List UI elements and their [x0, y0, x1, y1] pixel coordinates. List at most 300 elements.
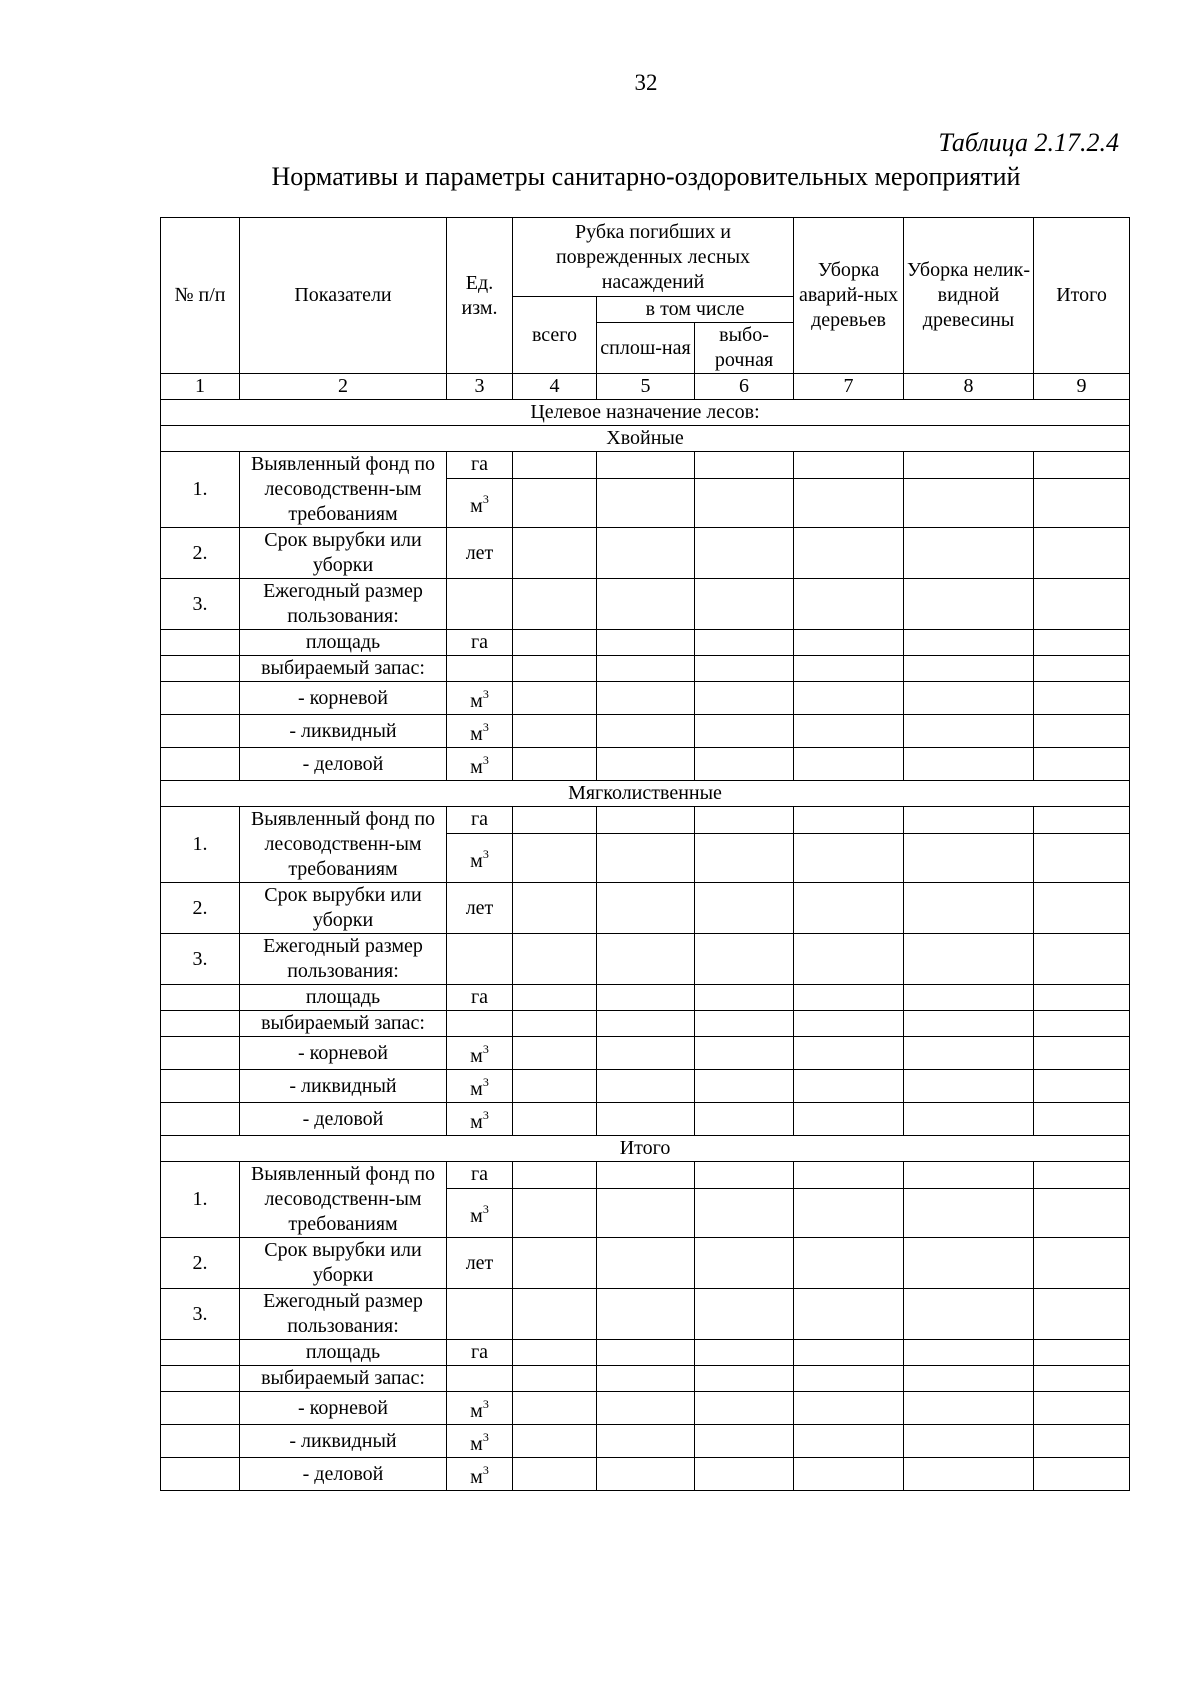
table-row: [161, 579, 1130, 630]
purpose-label: Целевое назначение лесов:: [161, 400, 1130, 426]
empty-cell: [904, 934, 1034, 985]
empty-cell: [1034, 1340, 1130, 1366]
header-num: № п/п: [161, 218, 240, 374]
unit-ha: га: [447, 807, 513, 834]
empty-cell: [904, 1103, 1034, 1136]
column-number: 7: [794, 374, 904, 400]
empty-cell: [161, 1011, 240, 1037]
empty-cell: [904, 1425, 1034, 1458]
empty-cell: [904, 1458, 1034, 1491]
empty-cell: [695, 452, 794, 479]
table-header: [161, 218, 1130, 400]
empty-cell: [597, 1011, 695, 1037]
unit-m3: [447, 1425, 513, 1458]
unit-years: лет: [447, 883, 513, 934]
table-row: [161, 715, 1130, 748]
column-numbers-row: [161, 374, 1130, 400]
empty-cell: [794, 833, 904, 882]
column-number: 4: [513, 374, 597, 400]
indicator-commercial: - деловой: [240, 1103, 447, 1136]
unit-m3-text: м 3: [470, 1111, 489, 1133]
empty-cell: [695, 934, 794, 985]
empty-cell: [794, 807, 904, 834]
unit-ha: га: [447, 630, 513, 656]
empty-cell: [695, 715, 794, 748]
header-clear: сплош-ная: [597, 323, 695, 374]
empty-cell: [794, 682, 904, 715]
empty-cell: [794, 1425, 904, 1458]
empty-cell: [513, 833, 597, 882]
empty-cell: [1034, 807, 1130, 834]
empty-cell: [1034, 1188, 1130, 1237]
empty-cell: [794, 656, 904, 682]
empty-cell: [161, 1340, 240, 1366]
table-row: [161, 1162, 1130, 1189]
empty-cell: [1034, 1011, 1130, 1037]
empty-cell: [695, 883, 794, 934]
table-row: [161, 883, 1130, 934]
table-row: [161, 934, 1130, 985]
empty-cell: [695, 1070, 794, 1103]
unit-m3-text: м 3: [470, 850, 489, 872]
empty-cell: [794, 630, 904, 656]
empty-cell: [904, 1366, 1034, 1392]
section-header-row: [161, 781, 1130, 807]
empty-cell: [1034, 1392, 1130, 1425]
table-row: [161, 748, 1130, 781]
section-name: Итого: [161, 1136, 1130, 1162]
empty-cell: [513, 528, 597, 579]
unit-m3: [447, 478, 513, 527]
table-row: [161, 1366, 1130, 1392]
empty-cell: [695, 833, 794, 882]
unit-m3: [447, 748, 513, 781]
empty-cell: [1034, 1458, 1130, 1491]
empty-cell: [597, 478, 695, 527]
empty-cell: [794, 579, 904, 630]
table-row: [161, 1340, 1130, 1366]
unit-ha: га: [447, 1162, 513, 1189]
empty-cell: [161, 748, 240, 781]
section-header-row: [161, 426, 1130, 452]
indicator-commercial: - деловой: [240, 1458, 447, 1491]
unit-m3-text: м 3: [470, 723, 489, 745]
empty-cell: [794, 1070, 904, 1103]
indicator-annual: Ежегодный размер пользования:: [240, 1289, 447, 1340]
empty-cell: [794, 1162, 904, 1189]
unit-m3: [447, 682, 513, 715]
empty-cell: [513, 682, 597, 715]
empty-cell: [1034, 1366, 1130, 1392]
empty-cell: [597, 1392, 695, 1425]
empty-cell: [513, 934, 597, 985]
empty-cell: [513, 748, 597, 781]
empty-cell: [794, 1037, 904, 1070]
empty-cell: [513, 1070, 597, 1103]
empty-cell: [695, 630, 794, 656]
table-row: [161, 630, 1130, 656]
empty-cell: [695, 1289, 794, 1340]
empty-cell: [447, 934, 513, 985]
empty-cell: [447, 1366, 513, 1392]
indicator-liquid: - ликвидный: [240, 1070, 447, 1103]
unit-m3: [447, 1392, 513, 1425]
empty-cell: [794, 985, 904, 1011]
empty-cell: [794, 528, 904, 579]
indicator-stock: выбираемый запас:: [240, 1366, 447, 1392]
table-row: [161, 528, 1130, 579]
empty-cell: [695, 807, 794, 834]
empty-cell: [161, 1037, 240, 1070]
indicator-area: площадь: [240, 985, 447, 1011]
column-number: 8: [904, 374, 1034, 400]
indicator-annual: Ежегодный размер пользования:: [240, 579, 447, 630]
empty-cell: [513, 1392, 597, 1425]
column-number: 3: [447, 374, 513, 400]
row-number: 3.: [161, 934, 240, 985]
header-including: в том числе: [597, 297, 794, 323]
unit-m3-text: м 3: [470, 1400, 489, 1422]
empty-cell: [904, 833, 1034, 882]
table-row: [161, 807, 1130, 834]
empty-cell: [513, 985, 597, 1011]
indicator-root: - корневой: [240, 1392, 447, 1425]
empty-cell: [161, 1458, 240, 1491]
empty-cell: [695, 1458, 794, 1491]
column-number: 9: [1034, 374, 1130, 400]
empty-cell: [513, 1162, 597, 1189]
empty-cell: [597, 1103, 695, 1136]
empty-cell: [513, 1037, 597, 1070]
empty-cell: [1034, 1070, 1130, 1103]
empty-cell: [1034, 748, 1130, 781]
empty-cell: [695, 1011, 794, 1037]
section-name: Хвойные: [161, 426, 1130, 452]
empty-cell: [794, 1366, 904, 1392]
empty-cell: [1034, 1289, 1130, 1340]
empty-cell: [904, 478, 1034, 527]
empty-cell: [904, 748, 1034, 781]
empty-cell: [695, 1425, 794, 1458]
column-number: 1: [161, 374, 240, 400]
empty-cell: [597, 1188, 695, 1237]
empty-cell: [794, 1188, 904, 1237]
empty-cell: [513, 715, 597, 748]
empty-cell: [904, 1162, 1034, 1189]
empty-cell: [695, 1037, 794, 1070]
empty-cell: [597, 1070, 695, 1103]
header-total: Итого: [1034, 218, 1130, 374]
empty-cell: [513, 1011, 597, 1037]
empty-cell: [904, 1188, 1034, 1237]
empty-cell: [161, 682, 240, 715]
empty-cell: [513, 1425, 597, 1458]
row-number: 1.: [161, 807, 240, 883]
row-number: 3.: [161, 1289, 240, 1340]
empty-cell: [695, 748, 794, 781]
empty-cell: [161, 1392, 240, 1425]
empty-cell: [1034, 715, 1130, 748]
unit-m3-text: м 3: [470, 1433, 489, 1455]
empty-cell: [904, 807, 1034, 834]
indicator-liquid: - ликвидный: [240, 715, 447, 748]
empty-cell: [597, 985, 695, 1011]
table-row: [161, 1103, 1130, 1136]
empty-cell: [1034, 1037, 1130, 1070]
empty-cell: [904, 1289, 1034, 1340]
indicator-term: Срок вырубки или уборки: [240, 1238, 447, 1289]
empty-cell: [695, 682, 794, 715]
empty-cell: [161, 630, 240, 656]
empty-cell: [794, 1103, 904, 1136]
row-number: 3.: [161, 579, 240, 630]
empty-cell: [695, 1103, 794, 1136]
standards-table: [160, 217, 1130, 1491]
empty-cell: [1034, 452, 1130, 479]
empty-cell: [904, 630, 1034, 656]
unit-m3-text: м 3: [470, 1466, 489, 1488]
row-number: 1.: [161, 452, 240, 528]
empty-cell: [597, 1340, 695, 1366]
unit-m3: [447, 715, 513, 748]
empty-cell: [161, 1425, 240, 1458]
indicator-term: Срок вырубки или уборки: [240, 528, 447, 579]
empty-cell: [1034, 1425, 1130, 1458]
empty-cell: [513, 1103, 597, 1136]
empty-cell: [597, 528, 695, 579]
empty-cell: [794, 934, 904, 985]
empty-cell: [1034, 934, 1130, 985]
unit-m3-text: м 3: [470, 1078, 489, 1100]
row-number: 2.: [161, 883, 240, 934]
indicator-fund: Выявленный фонд по лесоводственн-ым требованиям: [240, 1162, 447, 1238]
empty-cell: [161, 985, 240, 1011]
empty-cell: [904, 985, 1034, 1011]
empty-cell: [794, 478, 904, 527]
unit-m3-text: м 3: [470, 1045, 489, 1067]
indicator-stock: выбираемый запас:: [240, 1011, 447, 1037]
empty-cell: [447, 1011, 513, 1037]
unit-m3: [447, 833, 513, 882]
row-number: 2.: [161, 1238, 240, 1289]
empty-cell: [695, 1162, 794, 1189]
empty-cell: [161, 715, 240, 748]
empty-cell: [597, 807, 695, 834]
empty-cell: [597, 1162, 695, 1189]
table-row: [161, 1011, 1130, 1037]
empty-cell: [597, 934, 695, 985]
empty-cell: [597, 1425, 695, 1458]
empty-cell: [161, 1070, 240, 1103]
unit-years: лет: [447, 528, 513, 579]
column-number: 2: [240, 374, 447, 400]
empty-cell: [695, 1340, 794, 1366]
unit-ha: га: [447, 452, 513, 479]
indicator-fund: Выявленный фонд по лесоводственн-ым требованиям: [240, 807, 447, 883]
empty-cell: [513, 1340, 597, 1366]
empty-cell: [904, 452, 1034, 479]
empty-cell: [695, 579, 794, 630]
empty-cell: [794, 1011, 904, 1037]
table-row: [161, 1289, 1130, 1340]
table-row: [161, 452, 1130, 479]
empty-cell: [904, 1070, 1034, 1103]
unit-ha: га: [447, 1340, 513, 1366]
empty-cell: [513, 579, 597, 630]
empty-cell: [1034, 1162, 1130, 1189]
row-number: 2.: [161, 528, 240, 579]
empty-cell: [904, 883, 1034, 934]
indicator-stock: выбираемый запас:: [240, 656, 447, 682]
empty-cell: [597, 883, 695, 934]
empty-cell: [904, 528, 1034, 579]
empty-cell: [597, 1289, 695, 1340]
table-body: [161, 400, 1130, 1491]
empty-cell: [1034, 630, 1130, 656]
unit-years: лет: [447, 1238, 513, 1289]
unit-m3: [447, 1037, 513, 1070]
empty-cell: [904, 579, 1034, 630]
header-total-sub: всего: [513, 297, 597, 374]
table-row: [161, 1238, 1130, 1289]
table-label: Таблица 2.17.2.4: [938, 128, 1119, 157]
header-unmarketable: Уборка нелик-видной древесины: [904, 218, 1034, 374]
header-felling: Рубка погибших и поврежденных лесных насаждений: [513, 218, 794, 297]
empty-cell: [695, 1392, 794, 1425]
empty-cell: [904, 1011, 1034, 1037]
empty-cell: [161, 1366, 240, 1392]
column-number: 6: [695, 374, 794, 400]
table-row: [161, 1070, 1130, 1103]
section-header-row: [161, 1136, 1130, 1162]
empty-cell: [161, 656, 240, 682]
empty-cell: [597, 630, 695, 656]
indicator-fund: Выявленный фонд по лесоводственн-ым требованиям: [240, 452, 447, 528]
table-row: [161, 656, 1130, 682]
empty-cell: [904, 1340, 1034, 1366]
empty-cell: [794, 1340, 904, 1366]
empty-cell: [794, 1289, 904, 1340]
empty-cell: [695, 1188, 794, 1237]
empty-cell: [513, 630, 597, 656]
empty-cell: [447, 1289, 513, 1340]
unit-m3-text: м 3: [470, 1205, 489, 1227]
empty-cell: [1034, 1238, 1130, 1289]
unit-m3: [447, 1188, 513, 1237]
empty-cell: [513, 1238, 597, 1289]
empty-cell: [794, 715, 904, 748]
table-row: [161, 985, 1130, 1011]
empty-cell: [695, 656, 794, 682]
table-row: [161, 1458, 1130, 1491]
empty-cell: [1034, 656, 1130, 682]
empty-cell: [904, 1392, 1034, 1425]
empty-cell: [597, 579, 695, 630]
column-number: 5: [597, 374, 695, 400]
empty-cell: [1034, 682, 1130, 715]
indicator-root: - корневой: [240, 1037, 447, 1070]
empty-cell: [447, 579, 513, 630]
empty-cell: [513, 1366, 597, 1392]
page-number: 32: [634, 70, 658, 95]
indicator-liquid: - ликвидный: [240, 1425, 447, 1458]
section-name: Мягколиственные: [161, 781, 1130, 807]
unit-m3-text: м 3: [470, 690, 489, 712]
indicator-annual: Ежегодный размер пользования:: [240, 934, 447, 985]
empty-cell: [513, 883, 597, 934]
indicator-commercial: - деловой: [240, 748, 447, 781]
empty-cell: [1034, 985, 1130, 1011]
empty-cell: [1034, 1103, 1130, 1136]
header-indicators: Показатели: [240, 218, 447, 374]
header-unit: Ед. изм.: [447, 218, 513, 374]
empty-cell: [794, 883, 904, 934]
empty-cell: [695, 528, 794, 579]
table-row: [161, 1392, 1130, 1425]
empty-cell: [513, 1289, 597, 1340]
empty-cell: [1034, 833, 1130, 882]
empty-cell: [904, 1037, 1034, 1070]
empty-cell: [597, 452, 695, 479]
empty-cell: [1034, 478, 1130, 527]
empty-cell: [794, 1458, 904, 1491]
empty-cell: [794, 748, 904, 781]
row-number: 1.: [161, 1162, 240, 1238]
unit-m3: [447, 1103, 513, 1136]
empty-cell: [513, 478, 597, 527]
empty-cell: [794, 452, 904, 479]
empty-cell: [1034, 528, 1130, 579]
table-title: Нормативы и параметры санитарно-оздоровительных мероприятий: [271, 162, 1021, 191]
empty-cell: [597, 656, 695, 682]
empty-cell: [904, 715, 1034, 748]
empty-cell: [161, 1103, 240, 1136]
empty-cell: [513, 452, 597, 479]
empty-cell: [904, 656, 1034, 682]
table-row: [161, 1425, 1130, 1458]
empty-cell: [1034, 579, 1130, 630]
unit-ha: га: [447, 985, 513, 1011]
empty-cell: [597, 682, 695, 715]
unit-m3: [447, 1070, 513, 1103]
empty-cell: [513, 807, 597, 834]
unit-m3-text: м 3: [470, 756, 489, 778]
empty-cell: [904, 1238, 1034, 1289]
empty-cell: [597, 1366, 695, 1392]
table-row: [161, 682, 1130, 715]
empty-cell: [904, 682, 1034, 715]
unit-m3-text: м 3: [470, 495, 489, 517]
empty-cell: [597, 715, 695, 748]
empty-cell: [597, 1238, 695, 1289]
empty-cell: [794, 1392, 904, 1425]
empty-cell: [597, 833, 695, 882]
empty-cell: [695, 1366, 794, 1392]
indicator-root: - корневой: [240, 682, 447, 715]
header-emergency: Уборка аварий-ных деревьев: [794, 218, 904, 374]
empty-cell: [513, 1458, 597, 1491]
header-selective: выбо-рочная: [695, 323, 794, 374]
empty-cell: [447, 656, 513, 682]
empty-cell: [1034, 883, 1130, 934]
empty-cell: [513, 1188, 597, 1237]
table-row: [161, 1037, 1130, 1070]
empty-cell: [513, 656, 597, 682]
empty-cell: [794, 1238, 904, 1289]
unit-m3: [447, 1458, 513, 1491]
empty-cell: [597, 748, 695, 781]
indicator-area: площадь: [240, 630, 447, 656]
